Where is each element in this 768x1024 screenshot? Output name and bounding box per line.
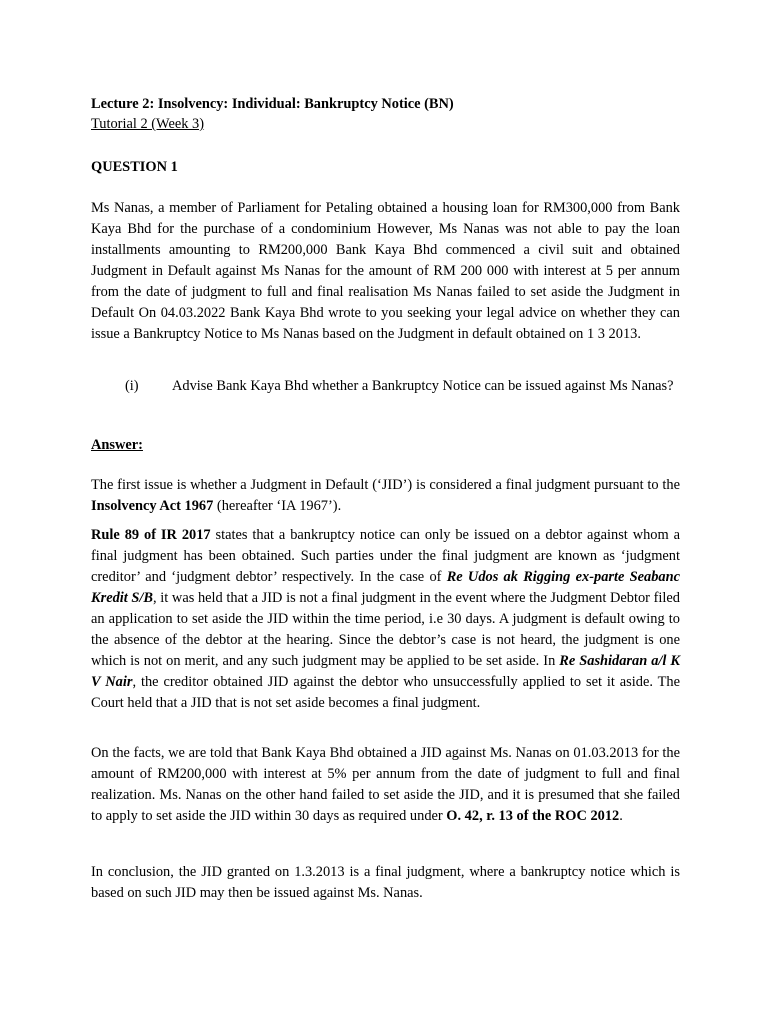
answer-p1-text: The first issue is whether a Judgment in Default (‘JID’) is considered a final judgment pursuant to the (91, 477, 680, 493)
answer-p2-middle: , it was held that a JID is not a final judgment in the event where the Judgment Debtor filed an application to set aside the JID within the time period, i.e 30 days. A judgment is default owing to the absence of the debtor at the hearing. Since the debtor’s case is not heard, the judgment is one which is not on merit, and any such judgment may be applied to be set aside. In (91, 590, 680, 669)
answer-paragraph-3 (91, 743, 680, 827)
answer-p3-tail: . (619, 808, 623, 824)
question-facts: Ms Nanas, a member of Parliament for Petaling obtained a housing loan for RM300,000 from Bank Kaya Bhd for the purchase of a condominium However, Ms Nanas was not able to pay the loan installments amounting to RM200,000 Bank Kaya Bhd commenced a civil suit and obtained Judgment in Default against Ms Nanas for the amount of RM 200 000 with interest at 5 per annum from the date of judgment to full and final realisation Ms Nanas failed to set aside the Judgment in Default On 04.03.2022 Bank Kaya Bhd wrote to you seeking your legal advice on whether they can issue a Bankruptcy Notice to Ms Nanas based on the Judgment in default obtained on 1 3 2013. (91, 200, 680, 342)
insolvency-act-ref: Insolvency Act 1967 (91, 498, 214, 514)
answer-heading: Answer: (91, 437, 143, 453)
answer-paragraph-4: In conclusion, the JID granted on 1.3.2013 is a final judgment, where a bankruptcy notice which is based on such JID may then be issued against Ms. Nanas. (91, 864, 680, 901)
answer-p1-tail: (hereafter ‘IA 1967’). (213, 498, 342, 514)
answer-paragraph-1 (91, 475, 680, 517)
answer-p2-tail: , the creditor obtained JID against the debtor who unsuccessfully applied to set it aside. The Court held that a JID that is not set aside becomes a final judgment. (91, 674, 680, 711)
roc-2012-ref: O. 42, r. 13 of the ROC 2012 (446, 808, 620, 824)
question-heading: QUESTION 1 (91, 159, 178, 175)
lecture-title: Lecture 2: Insolvency: Individual: Bankruptcy Notice (BN) (91, 96, 454, 112)
answer-p2-text: states that a bankruptcy notice can only be issued on a debtor against whom a final judgment has been obtained. Such parties under the final judgment are known as ‘judgment creditor’ and ‘judgment debtor’ respectively. In the case of (91, 527, 680, 585)
sub-question-text: Advise Bank Kaya Bhd whether a Bankruptcy Notice can be issued against Ms Nanas? (172, 378, 674, 394)
case-udos-ref: Re Udos ak Rigging ex-parte Seabanc Kredit S/B (91, 569, 680, 606)
case-sashidaran-ref: Re Sashidaran a/l K V Nair (91, 653, 680, 690)
answer-p3-text: On the facts, we are told that Bank Kaya Bhd obtained a JID against Ms. Nanas on 01.03.2013 for the amount of RM200,000 with interest at 5% per annum from the date of judgment to full and final realization. Ms. Nanas on the other hand failed to set aside the JID, and it is presumed that she failed to apply to set aside the JID within 30 days as required under (91, 745, 680, 824)
rule-89-ref: Rule 89 of IR 2017 (91, 527, 211, 543)
sub-question-number: (i) (125, 378, 139, 394)
answer-paragraph-2 (91, 525, 680, 714)
tutorial-subtitle: Tutorial 2 (Week 3) (91, 116, 205, 132)
sub-question (91, 376, 680, 397)
